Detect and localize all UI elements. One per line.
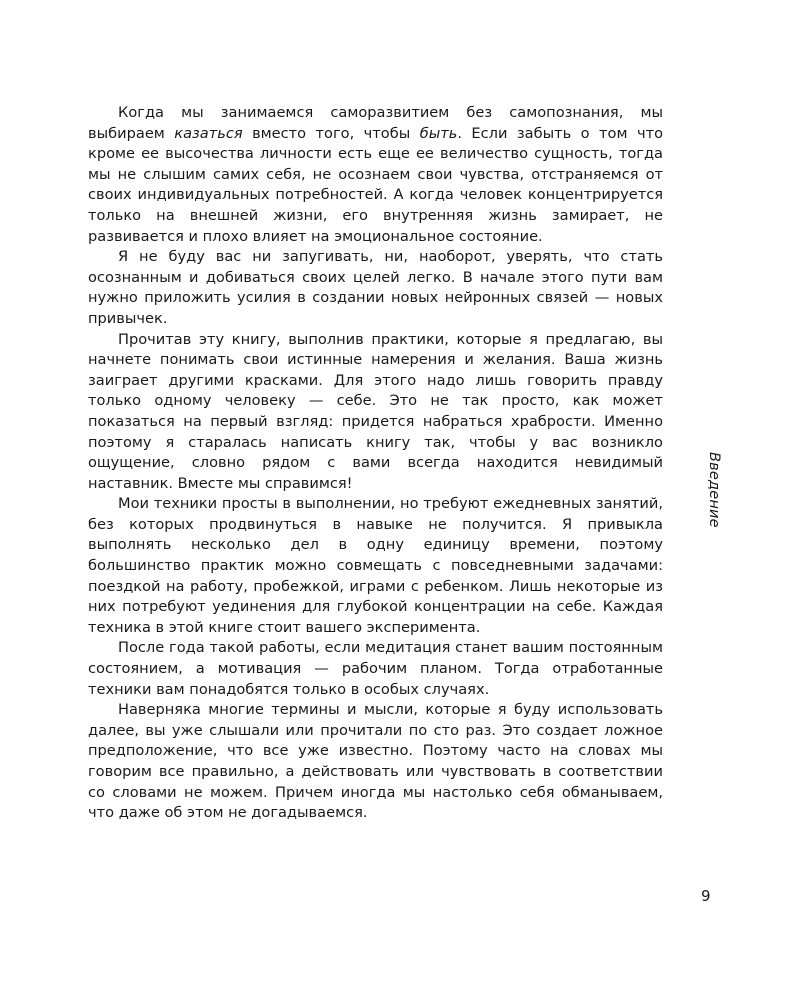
running-section-title: Введение — [706, 452, 722, 528]
paragraph-4: Мои техники просты в выполнении, но требуют ежедневных занятий, без которых продвинуться в навыке не получится. Я привыкла выполнять несколько дел в одну единицу времени, поэтому большинство практик можно совмещать с повседневными задачами: поездкой на работу, пробежкой, играми с ребенком. Лишь некоторые из них потребуют уединения для глубокой концентрации на себе. Каждая техника в этой книге стоит вашего эксперимента. — [88, 495, 663, 636]
paragraph-1-part-3: . Если забыть о том что кроме ее высочества личности есть еще ее величество сущность, тогда мы не слышим самих себя, не осознаем свои чувства, отстраняемся от своих индивидуальных потребностей. А когда человек концентрируется только на внешней жизни, его внутренняя жизнь замирает, не развивается и плохо влияет на эмоциональное состояние. — [88, 124, 663, 245]
paragraph-1-part-2: вместо того, чтобы — [242, 124, 420, 142]
paragraph-5: После года такой работы, если медитация станет вашим постоянным состоянием, а мотивация — рабочим планом. Тогда отработанные техники вам понадобятся только в особых случаях. — [88, 639, 663, 698]
paragraph-3: Прочитав эту книгу, выполнив практики, которые я предлагаю, вы начнете понимать свои истинные намерения и желания. Ваша жизнь заиграет другими красками. Для этого надо лишь говорить правду только одному человеку — себе. Это не так просто, как может показаться на первый взгляд: придется набраться храбрости. Именно поэтому я старалась написать книгу так, чтобы у вас возникло ощущение, словно рядом с вами всегда находится невидимый наставник. Вместе мы справимся! — [88, 330, 663, 492]
body-text — [88, 103, 663, 824]
emphasis-be: быть — [419, 124, 458, 142]
paragraph-1-part-1: Когда мы занимаемся саморазвитием без самопознания, мы выбираем — [88, 104, 663, 142]
page-number: 9 — [701, 887, 711, 905]
paragraph-6: Наверняка многие термины и мысли, которые я буду использовать далее, вы уже слышали или прочитали по сто раз. Это создает ложное предположение, что все уже известно. Поэтому часто на словах мы говорим все правильно, а действовать или чувствовать в соответствии со словами не можем. Причем иногда мы настолько себя обманываем, что даже об этом не догадываемся. — [88, 701, 663, 822]
paragraph-2: Я не буду вас ни запугивать, ни, наоборот, уверять, что стать осознанным и добиваться своих целей легко. В начале этого пути вам нужно приложить усилия в создании новых нейронных связей — новых привычек. — [88, 248, 663, 327]
emphasis-seem: казаться — [174, 124, 243, 142]
paragraph-1 — [88, 103, 663, 247]
